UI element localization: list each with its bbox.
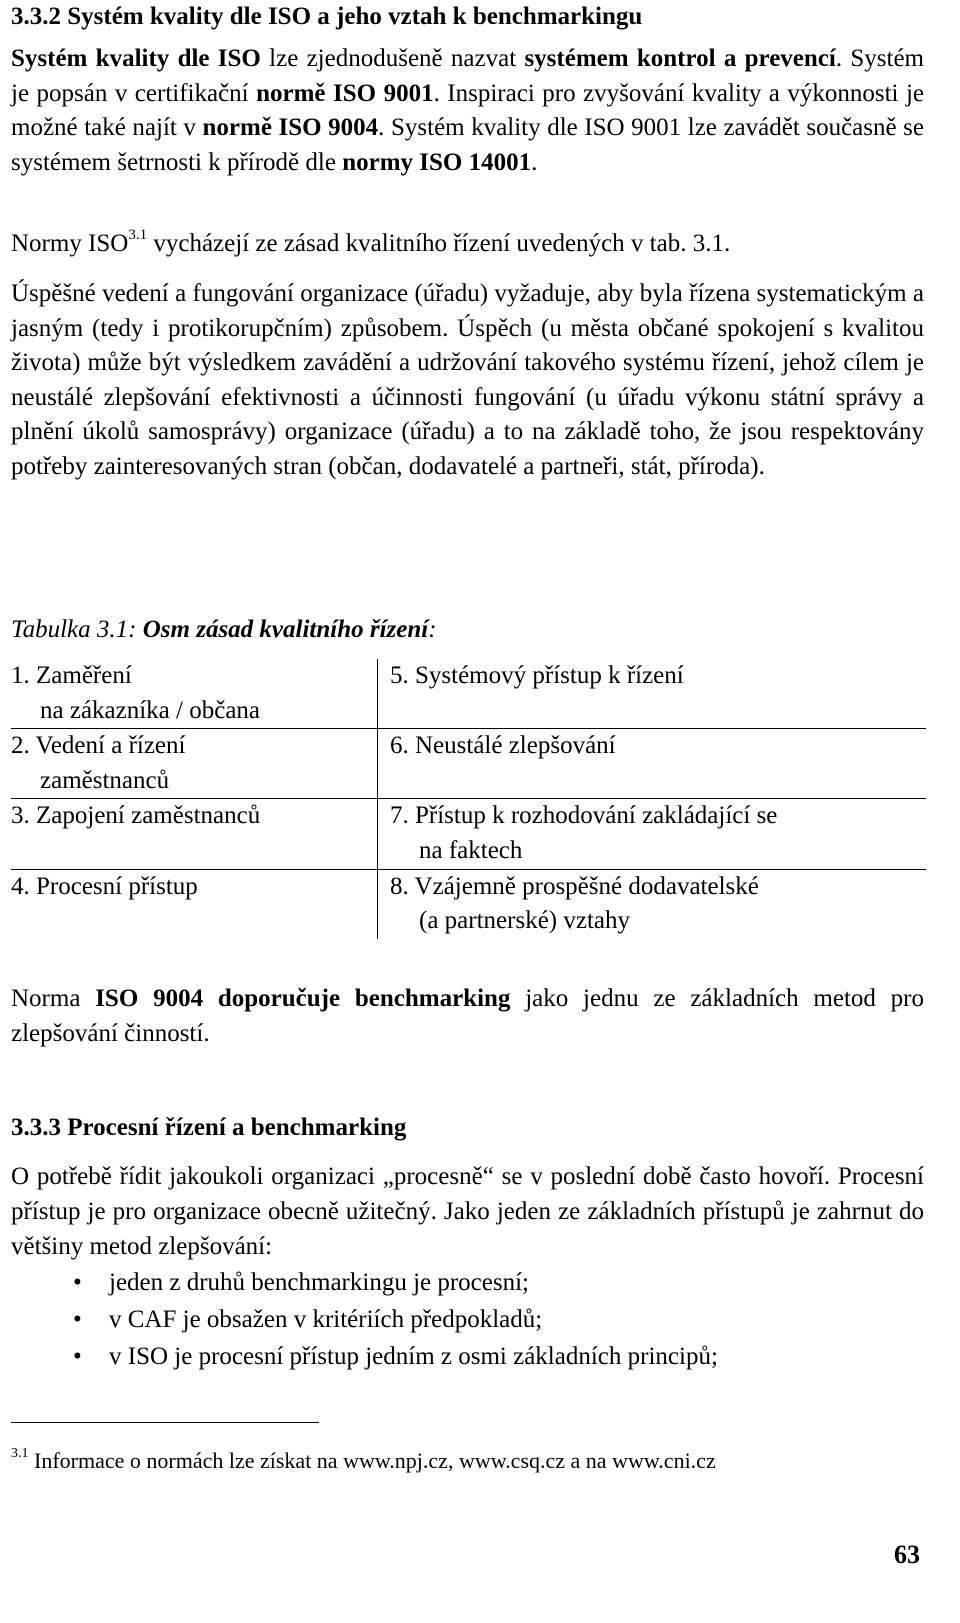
table-caption-title: Osm zásad kvalitního řízení xyxy=(142,616,429,643)
list-item-text: v ISO je procesní přístup jedním z osmi základních principů; xyxy=(109,1343,718,1370)
section-heading-3-3-2: 3.3.2 Systém kvality dle ISO a jeho vztah k benchmarkingu xyxy=(11,3,643,30)
page-number: 63 xyxy=(894,1540,920,1569)
principle-cell xyxy=(378,799,927,869)
list-item xyxy=(11,1301,924,1338)
principle-title: 3. Zapojení zaměstnanců xyxy=(11,802,261,830)
iso-paragraph-run: . xyxy=(531,148,538,176)
bullet-icon: • xyxy=(73,1343,82,1370)
paragraph-iso-norms xyxy=(11,227,924,262)
list-item-text: jeden z druhů benchmarkingu je procesní; xyxy=(109,1269,529,1296)
principle-title: 5. Systémový přístup k řízení xyxy=(390,662,684,689)
principle-cell xyxy=(11,799,378,869)
principle-cell xyxy=(11,729,378,799)
iso-paragraph-run: Systém kvality dle ISO xyxy=(11,45,261,72)
paragraph-successful-management: Úspěšné vedení a fungování organizace (úřadu) vyžaduje, aby byla řízena systematickým a jasným (tedy i protikorupčním) způsobem. Úspěch (u města občané spokojení s kvalitou života) může být výsledkem zavádění a udržování takového systému řízení, jehož cílem je neustálé zlepšování efektivnosti a účinnosti fungování (u úřadu výkonu státní správy a plnění úkolů samosprávy) organizace (úřadu) a to na základě toho, že jsou respektovány potřeby zainteresovaných stran (občan, dodavatelé a partneři, stát, příroda). xyxy=(11,280,924,480)
table-row xyxy=(11,729,926,799)
principle-continuation: zaměstnanců xyxy=(40,766,170,794)
section-heading-3-3-3: 3.3.3 Procesní řízení a benchmarking xyxy=(11,1114,407,1141)
principle-cell xyxy=(11,659,378,729)
principle-cell xyxy=(378,659,927,729)
norms-text-end: vycházejí ze zásad kvalitního řízení uvedených v tab. 3.1. xyxy=(147,230,731,257)
norms-text-start: Normy ISO xyxy=(11,230,129,257)
principle-title: 7. Přístup k rozhodování zakládající se xyxy=(390,802,778,830)
footnote-divider xyxy=(11,1422,319,1423)
principle-title: 4. Procesní přístup xyxy=(11,872,198,900)
list-item xyxy=(11,1264,924,1301)
principle-title: 8. Vzájemně prospěšné dodavatelské xyxy=(390,872,759,900)
iso-paragraph-run: normy ISO 14001 xyxy=(342,148,532,176)
footnote xyxy=(11,1445,716,1474)
principle-continuation: (a partnerské) vztahy xyxy=(419,907,630,935)
iso-paragraph-run: . Systém je popsán v certifikační xyxy=(11,45,924,107)
principle-title: 1. Zaměření xyxy=(11,662,132,689)
principle-continuation: na faktech xyxy=(419,836,523,864)
footnote-text: Informace o normách lze získat na www.npj.cz, www.csq.cz a na www.cni.cz xyxy=(28,1448,716,1473)
paragraph-iso9004-benchmarking xyxy=(11,982,924,1051)
table-caption-colon: : xyxy=(428,616,437,643)
iso-paragraph-run: . Inspiraci pro zvyšování kvality a výkonnosti je možné také najít v xyxy=(11,79,925,142)
iso-paragraph-run: normě ISO 9004 xyxy=(202,114,379,142)
iso-paragraph-run: systémem kontrol a prevencí xyxy=(524,45,836,72)
iso-paragraph-run: normě ISO 9001 xyxy=(256,79,434,107)
table-row xyxy=(11,799,926,869)
list-item-text: v CAF je obsažen v kritériích předpokladů; xyxy=(109,1306,543,1333)
quality-principles-table xyxy=(11,659,926,939)
principle-continuation: na zákazníka / občana xyxy=(40,696,261,724)
principle-cell xyxy=(378,729,927,799)
paragraph-iso-system xyxy=(11,42,924,180)
iso9004-paragraph-run: Norma xyxy=(11,985,96,1012)
principle-title: 6. Neustálé zlepšování xyxy=(390,732,616,760)
process-approach-list xyxy=(11,1264,924,1375)
footnote-ref: 3.1 xyxy=(128,226,148,243)
bullet-icon: • xyxy=(73,1306,82,1333)
principle-title: 2. Vedení a řízení xyxy=(11,732,186,760)
table-caption xyxy=(11,613,437,648)
table-row xyxy=(11,659,926,729)
list-item xyxy=(11,1338,924,1375)
bullet-icon: • xyxy=(73,1269,82,1296)
principle-cell xyxy=(11,869,378,939)
table-row xyxy=(11,869,926,939)
iso9004-paragraph-run: ISO 9004 doporučuje benchmarking xyxy=(95,985,511,1012)
paragraph-process-management: O potřebě řídit jakoukoli organizaci „procesně“ se v poslední době často hovoří. Procesní přístup je pro organizace obecně užitečný. Jako jeden ze základních přístupů je zahrnut do většiny metod zlepšování: xyxy=(11,1163,924,1260)
principle-cell xyxy=(378,869,927,939)
iso9004-paragraph-run: jako jednu ze základních metod pro zlepšování činností. xyxy=(11,985,924,1047)
table-caption-label: Tabulka 3.1: xyxy=(11,616,143,643)
iso-paragraph-run: lze zjednodušeně nazvat xyxy=(260,45,525,72)
iso-paragraph-run: . Systém kvality dle ISO 9001 lze zavádět současně se systémem šetrnosti k přírodě dle xyxy=(11,114,925,176)
footnote-mark: 3.1 xyxy=(11,1445,29,1461)
